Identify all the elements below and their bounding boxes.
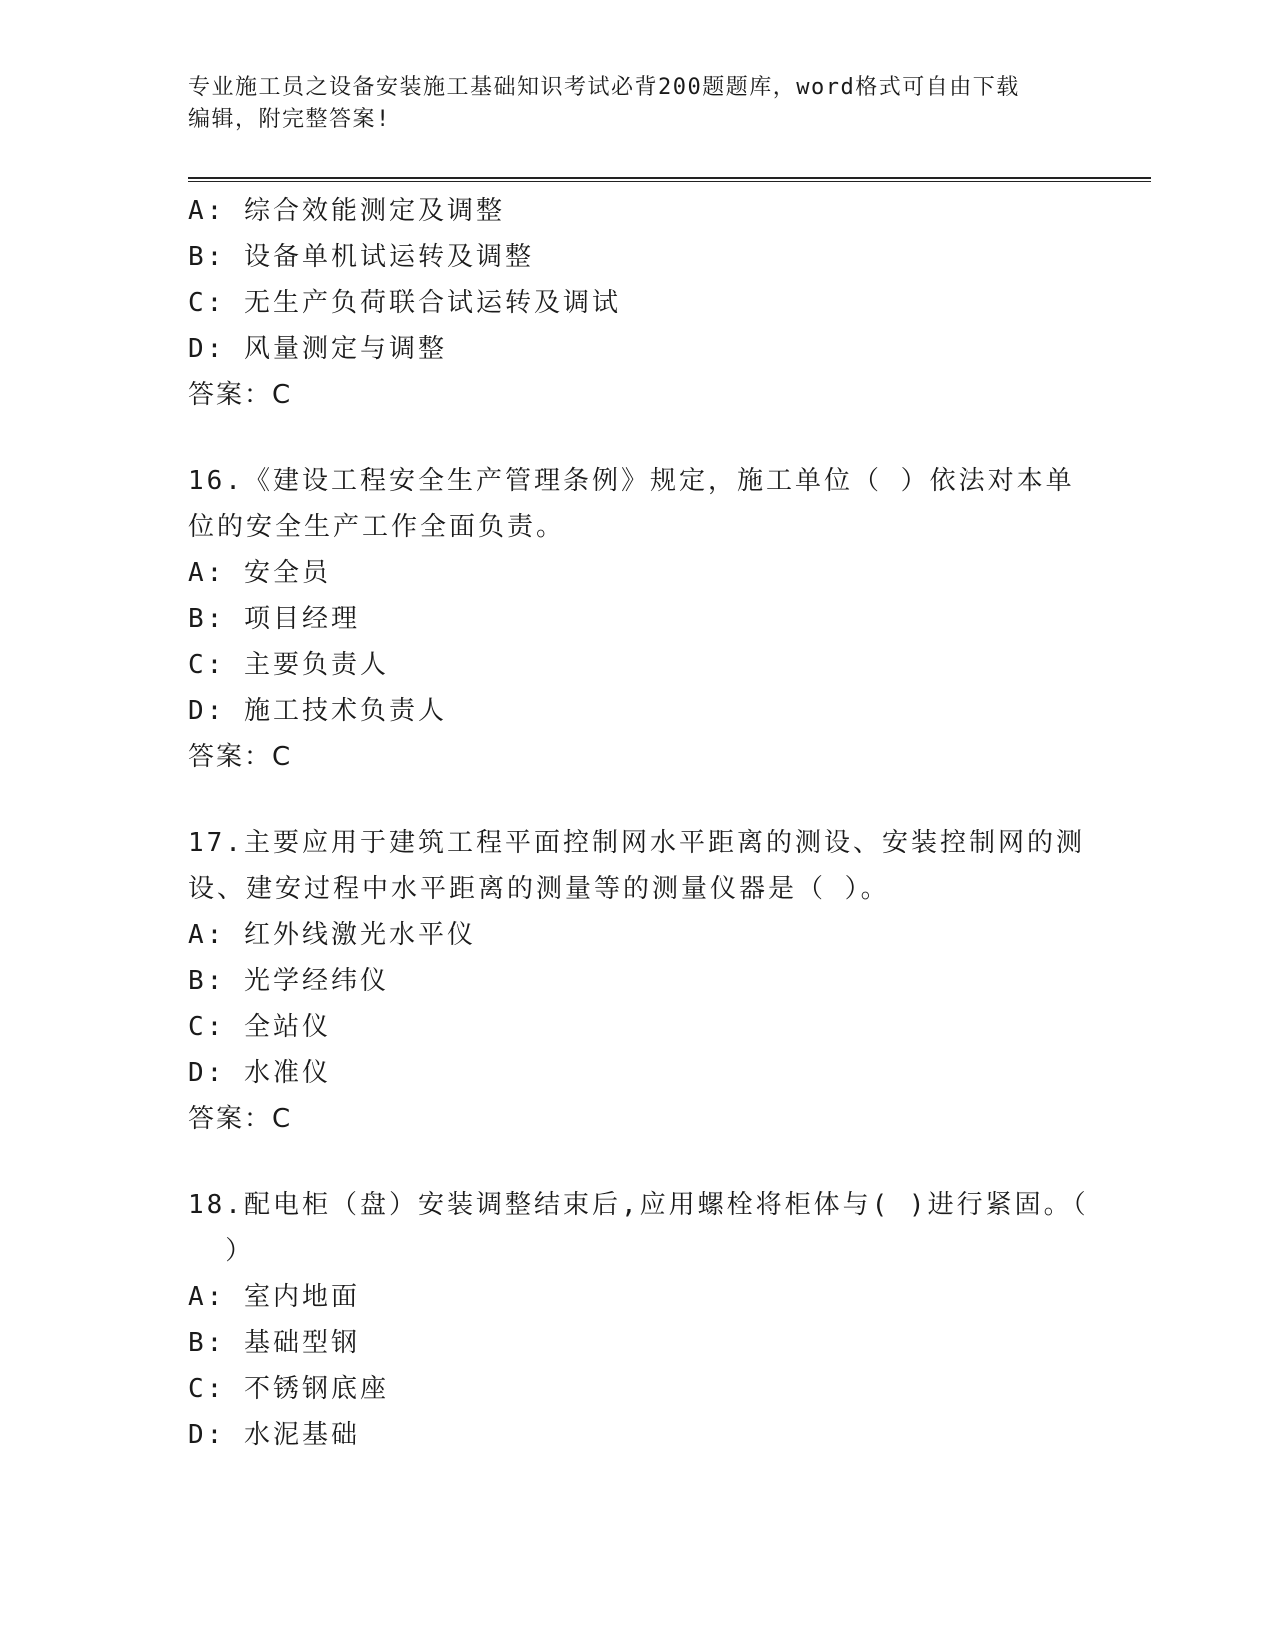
answer: 答案：C bbox=[188, 1104, 293, 1134]
question-stem: 18.配电柜（盘）安装调整结束后,应用螺栓将柜体与( )进行紧固。（ bbox=[188, 1190, 1089, 1220]
option-a: A: 安全员 bbox=[188, 558, 331, 588]
question-stem-cont: 位的安全生产工作全面负责。 bbox=[188, 512, 566, 542]
option-a: A: 红外线激光水平仪 bbox=[188, 920, 476, 950]
option-b: B: 基础型钢 bbox=[188, 1328, 360, 1358]
answer: 答案：C bbox=[188, 742, 293, 772]
question-17 bbox=[188, 820, 1088, 1142]
option-a: A: 综合效能测定及调整 bbox=[188, 196, 505, 226]
question-15 bbox=[188, 188, 1088, 418]
option-c: C: 不锈钢底座 bbox=[188, 1374, 389, 1404]
option-b: B: 设备单机试运转及调整 bbox=[188, 242, 534, 272]
option-b: B: 光学经纬仪 bbox=[188, 966, 389, 996]
question-18 bbox=[188, 1182, 1088, 1458]
header-line-2: 编辑，附完整答案! bbox=[188, 107, 391, 132]
header-line-1: 专业施工员之设备安装施工基础知识考试必背200题题库，word格式可自由下载 bbox=[188, 75, 1020, 100]
option-a: A: 室内地面 bbox=[188, 1282, 360, 1312]
option-d: D: 风量测定与调整 bbox=[188, 334, 447, 364]
option-c: C: 主要负责人 bbox=[188, 650, 389, 680]
question-stem: 16.《建设工程安全生产管理条例》规定，施工单位（ ）依法对本单 bbox=[188, 466, 1075, 496]
option-d: D: 施工技术负责人 bbox=[188, 696, 447, 726]
header-divider bbox=[188, 177, 1151, 182]
document-header bbox=[188, 72, 1068, 136]
option-d: D: 水准仪 bbox=[188, 1058, 331, 1088]
question-stem-cont: ） bbox=[188, 1236, 255, 1266]
option-c: C: 无生产负荷联合试运转及调试 bbox=[188, 288, 621, 318]
option-b: B: 项目经理 bbox=[188, 604, 360, 634]
question-list bbox=[188, 188, 1088, 1458]
option-c: C: 全站仪 bbox=[188, 1012, 331, 1042]
question-16 bbox=[188, 458, 1088, 780]
option-d: D: 水泥基础 bbox=[188, 1420, 360, 1450]
question-stem-cont: 设、建安过程中水平距离的测量等的测量仪器是（ ）。 bbox=[188, 874, 890, 904]
answer: 答案：C bbox=[188, 380, 293, 410]
question-stem: 17.主要应用于建筑工程平面控制网水平距离的测设、安装控制网的测 bbox=[188, 828, 1085, 858]
